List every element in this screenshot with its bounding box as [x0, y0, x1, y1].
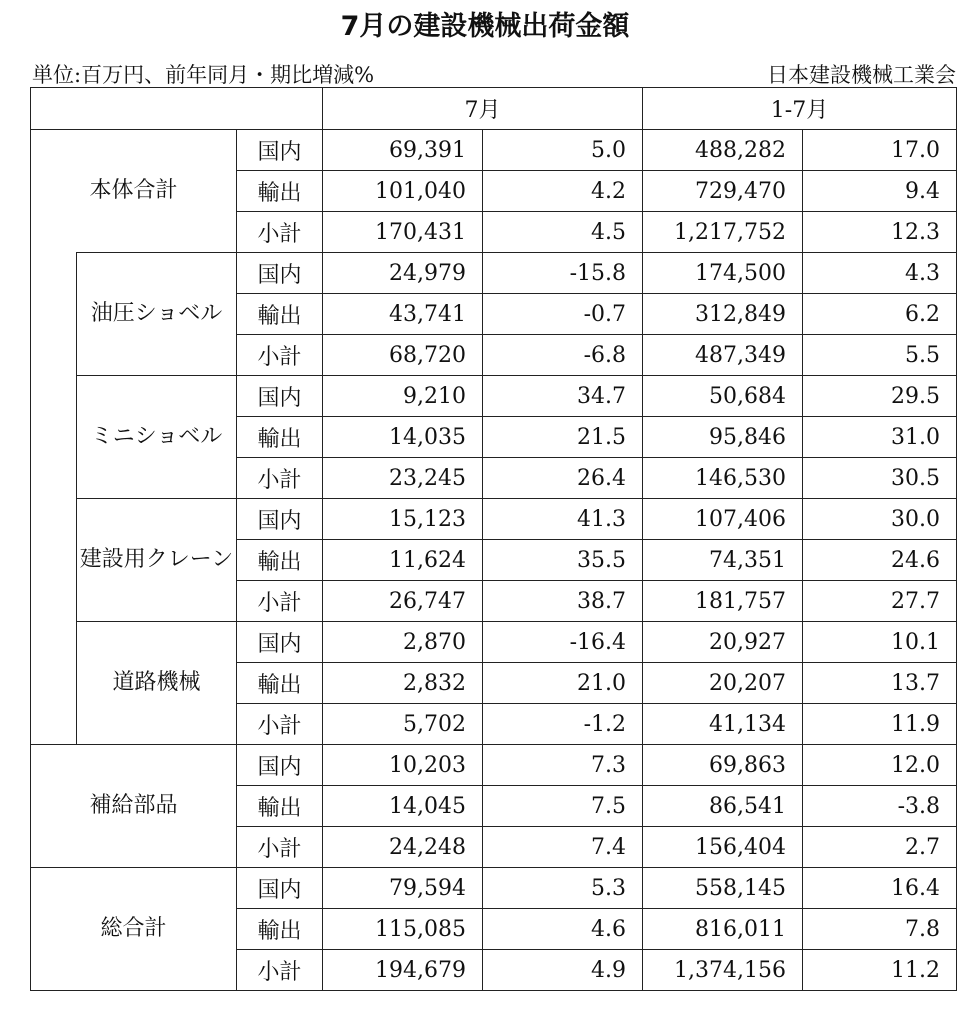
month-change-cell: 4.9: [483, 950, 643, 991]
ytd-change-cell: 5.5: [803, 335, 957, 376]
organization-label: 日本建設機械工業会: [767, 63, 956, 87]
month-change-cell: 35.5: [483, 540, 643, 581]
table-row: [31, 499, 957, 540]
ytd-change-cell: 12.3: [803, 212, 957, 253]
ytd-value-cell: 156,404: [643, 827, 803, 868]
month-value-cell: 11,624: [323, 540, 483, 581]
ytd-change-cell: 9.4: [803, 171, 957, 212]
month-value-cell: 24,979: [323, 253, 483, 294]
month-value-cell: 79,594: [323, 868, 483, 909]
sub-label: 国内: [237, 868, 323, 909]
month-value-cell: 101,040: [323, 171, 483, 212]
ytd-change-cell: 7.8: [803, 909, 957, 950]
sub-label: 小計: [237, 335, 323, 376]
month-value-cell: 2,870: [323, 622, 483, 663]
ytd-value-cell: 729,470: [643, 171, 803, 212]
ytd-change-cell: 31.0: [803, 417, 957, 458]
sub-label: 国内: [237, 745, 323, 786]
group-label: 油圧ショベル: [77, 253, 237, 376]
ytd-change-cell: 24.6: [803, 540, 957, 581]
sub-label: 国内: [237, 130, 323, 171]
ytd-change-cell: 11.2: [803, 950, 957, 991]
ytd-value-cell: 50,684: [643, 376, 803, 417]
month-change-cell: 7.4: [483, 827, 643, 868]
month-value-cell: 9,210: [323, 376, 483, 417]
ytd-value-cell: 69,863: [643, 745, 803, 786]
sub-label: 輸出: [237, 294, 323, 335]
group-label: 総合計: [31, 868, 237, 991]
sub-label: 国内: [237, 253, 323, 294]
month-value-cell: 15,123: [323, 499, 483, 540]
ytd-value-cell: 95,846: [643, 417, 803, 458]
month-change-cell: 4.5: [483, 212, 643, 253]
month-value-cell: 14,035: [323, 417, 483, 458]
month-change-cell: 34.7: [483, 376, 643, 417]
indent-gap-cell: [31, 499, 77, 622]
table-row: [31, 622, 957, 663]
sub-label: 小計: [237, 458, 323, 499]
sub-label: 国内: [237, 499, 323, 540]
month-value-cell: 43,741: [323, 294, 483, 335]
month-value-cell: 170,431: [323, 212, 483, 253]
header-month: 7月: [323, 88, 643, 130]
table-row: [31, 130, 957, 171]
sub-label: 小計: [237, 581, 323, 622]
month-value-cell: 115,085: [323, 909, 483, 950]
sub-label: 国内: [237, 376, 323, 417]
ytd-change-cell: -3.8: [803, 786, 957, 827]
ytd-change-cell: 13.7: [803, 663, 957, 704]
month-change-cell: 4.2: [483, 171, 643, 212]
ytd-value-cell: 816,011: [643, 909, 803, 950]
month-change-cell: 7.3: [483, 745, 643, 786]
month-change-cell: 4.6: [483, 909, 643, 950]
month-value-cell: 5,702: [323, 704, 483, 745]
ytd-change-cell: 11.9: [803, 704, 957, 745]
ytd-change-cell: 2.7: [803, 827, 957, 868]
month-change-cell: 41.3: [483, 499, 643, 540]
ytd-change-cell: 16.4: [803, 868, 957, 909]
month-change-cell: 5.0: [483, 130, 643, 171]
month-value-cell: 23,245: [323, 458, 483, 499]
month-change-cell: -0.7: [483, 294, 643, 335]
ytd-value-cell: 20,207: [643, 663, 803, 704]
sub-label: 輸出: [237, 417, 323, 458]
sub-label: 輸出: [237, 786, 323, 827]
table-row: [31, 745, 957, 786]
sub-label: 小計: [237, 212, 323, 253]
ytd-value-cell: 107,406: [643, 499, 803, 540]
sub-label: 小計: [237, 704, 323, 745]
month-value-cell: 14,045: [323, 786, 483, 827]
ytd-change-cell: 17.0: [803, 130, 957, 171]
group-label: 道路機械: [77, 622, 237, 745]
header-blank-cell: [31, 88, 323, 130]
ytd-value-cell: 1,217,752: [643, 212, 803, 253]
month-change-cell: 5.3: [483, 868, 643, 909]
ytd-change-cell: 12.0: [803, 745, 957, 786]
month-value-cell: 2,832: [323, 663, 483, 704]
page-title: 7月の建設機械出荷金額: [340, 11, 630, 42]
unit-label: 単位:百万円、前年同月・期比増減%: [32, 63, 375, 87]
month-change-cell: -6.8: [483, 335, 643, 376]
ytd-value-cell: 146,530: [643, 458, 803, 499]
header-ytd: 1-7月: [643, 88, 957, 130]
month-change-cell: -1.2: [483, 704, 643, 745]
sub-label: 国内: [237, 622, 323, 663]
month-value-cell: 69,391: [323, 130, 483, 171]
group-label: 補給部品: [31, 745, 237, 868]
ytd-change-cell: 10.1: [803, 622, 957, 663]
month-change-cell: 7.5: [483, 786, 643, 827]
ytd-value-cell: 488,282: [643, 130, 803, 171]
ytd-value-cell: 487,349: [643, 335, 803, 376]
table-row: [31, 253, 957, 294]
month-change-cell: -16.4: [483, 622, 643, 663]
sub-label: 輸出: [237, 540, 323, 581]
month-value-cell: 10,203: [323, 745, 483, 786]
ytd-change-cell: 29.5: [803, 376, 957, 417]
ytd-value-cell: 74,351: [643, 540, 803, 581]
month-change-cell: -15.8: [483, 253, 643, 294]
month-change-cell: 26.4: [483, 458, 643, 499]
sub-label: 輸出: [237, 171, 323, 212]
ytd-value-cell: 41,134: [643, 704, 803, 745]
indent-gap-cell: [31, 622, 77, 745]
sub-label: 小計: [237, 827, 323, 868]
group-label: 建設用クレーン: [77, 499, 237, 622]
month-change-cell: 38.7: [483, 581, 643, 622]
ytd-value-cell: 86,541: [643, 786, 803, 827]
ytd-value-cell: 1,374,156: [643, 950, 803, 991]
sub-label: 輸出: [237, 663, 323, 704]
month-value-cell: 24,248: [323, 827, 483, 868]
month-change-cell: 21.0: [483, 663, 643, 704]
ytd-change-cell: 27.7: [803, 581, 957, 622]
ytd-change-cell: 30.0: [803, 499, 957, 540]
ytd-value-cell: 174,500: [643, 253, 803, 294]
table-row: [31, 376, 957, 417]
ytd-value-cell: 181,757: [643, 581, 803, 622]
ytd-value-cell: 558,145: [643, 868, 803, 909]
group-label: ミニショベル: [77, 376, 237, 499]
ytd-value-cell: 20,927: [643, 622, 803, 663]
indent-gap-cell: [31, 376, 77, 499]
table-row: [31, 868, 957, 909]
month-value-cell: 68,720: [323, 335, 483, 376]
sub-label: 小計: [237, 950, 323, 991]
ytd-value-cell: 312,849: [643, 294, 803, 335]
month-value-cell: 26,747: [323, 581, 483, 622]
header-row: [31, 88, 957, 130]
indent-gap-cell: [31, 253, 77, 376]
sub-label: 輸出: [237, 909, 323, 950]
ytd-change-cell: 6.2: [803, 294, 957, 335]
month-change-cell: 21.5: [483, 417, 643, 458]
ytd-change-cell: 4.3: [803, 253, 957, 294]
group-label: 本体合計: [31, 130, 237, 253]
month-value-cell: 194,679: [323, 950, 483, 991]
shipment-table: [30, 87, 957, 991]
ytd-change-cell: 30.5: [803, 458, 957, 499]
